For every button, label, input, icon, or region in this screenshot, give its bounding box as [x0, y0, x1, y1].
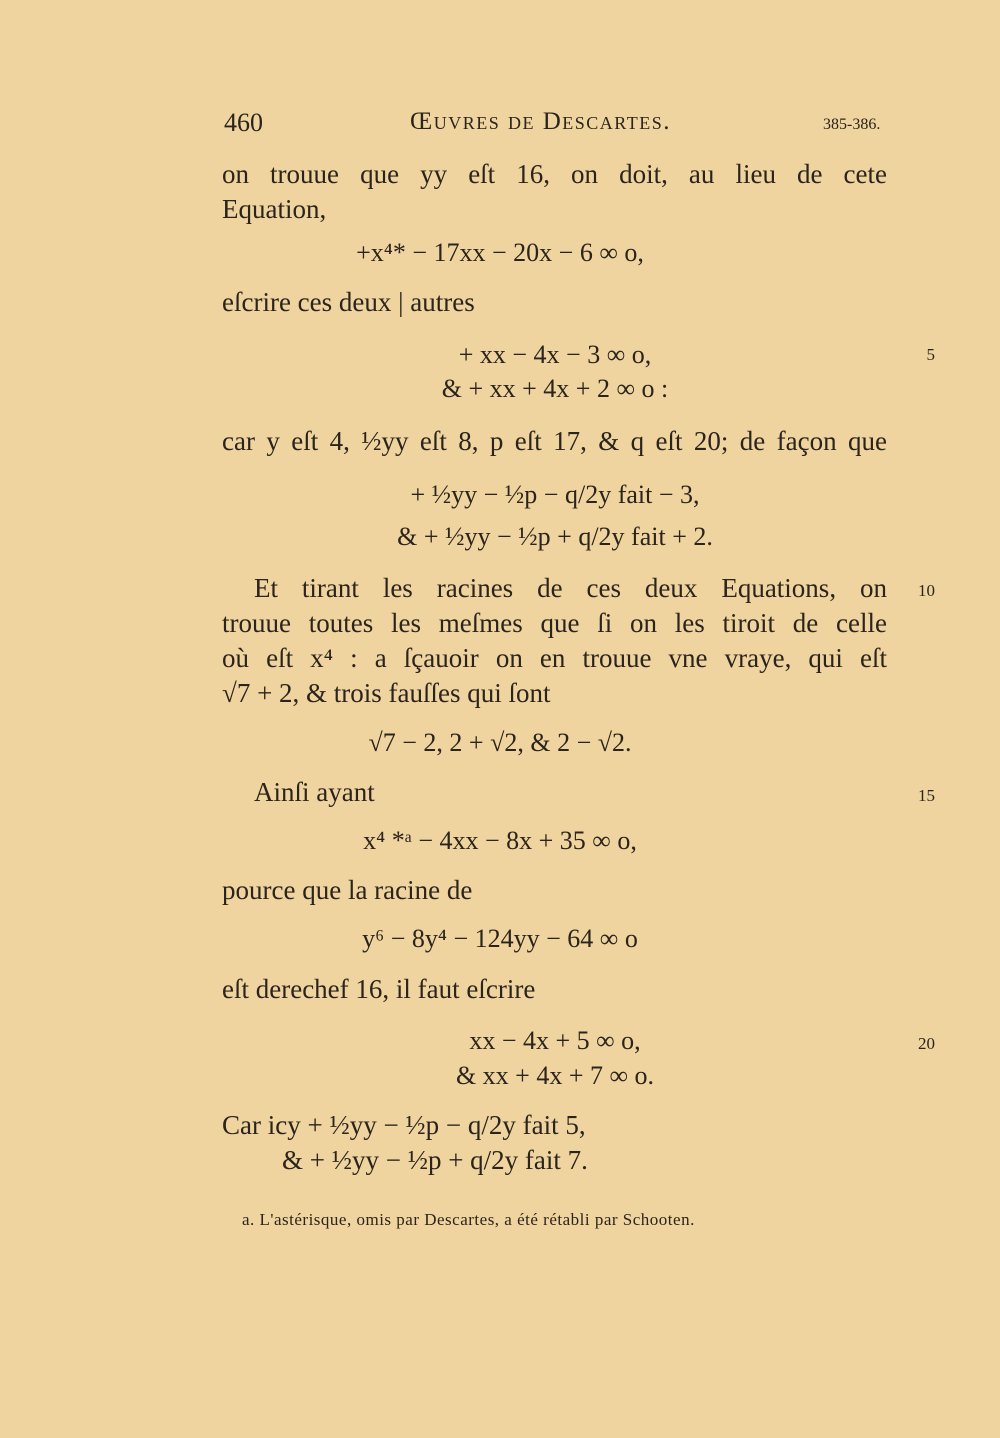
text-line: trouue toutes les meſmes que ſi on les tiroit de celle: [222, 608, 887, 638]
text-line: où eſt x⁴ : a ſçauoir on en trouue vne vraye, qui eſt: [222, 643, 887, 673]
text-line: √7 + 2, & trois fauſſes qui ſont: [222, 678, 551, 708]
equation: xx − 4x + 5 ∞ o,: [469, 1026, 641, 1055]
text-line: eſcrire ces deux | autres: [222, 287, 475, 317]
equation: & xx + 4x + 7 ∞ o.: [455, 1061, 655, 1090]
page-number: 460: [224, 108, 263, 137]
text-line: Car icy + ½yy − ½p − q/2y fait 5,: [222, 1110, 586, 1140]
equation: & + ½yy − ½p + q/2y fait + 2.: [397, 522, 713, 551]
paragraph-7: [222, 972, 887, 1007]
text-line: on trouue que yy eſt 16, on doit, au lieu de cete: [222, 159, 887, 189]
paragraph-3: [222, 424, 887, 459]
text-line: Et tirant les racines de ces deux Equations, on: [254, 573, 887, 603]
text-line: eſt derechef 16, il faut eſcrire: [222, 974, 536, 1004]
paragraph-6: [222, 873, 887, 908]
paragraph-2: [222, 285, 887, 320]
text-line: Ainſi ayant: [254, 777, 375, 807]
line-number: 15: [918, 786, 935, 805]
line-number: 20: [918, 1034, 935, 1053]
paragraph-5: [222, 775, 887, 810]
page-references: 385-386.: [823, 116, 881, 133]
line-number: 5: [926, 345, 935, 364]
equation: + xx − 4x − 3 ∞ o,: [458, 340, 652, 369]
footnote: a. L'astérisque, omis par Descartes, a été rétabli par Schooten.: [242, 1210, 695, 1229]
equation: x⁴ *ᵃ − 4xx − 8x + 35 ∞ o,: [363, 826, 637, 855]
paragraph-4: [222, 571, 887, 711]
equation: y⁶ − 8y⁴ − 124yy − 64 ∞ o: [362, 924, 638, 953]
text-line: Equation,: [222, 194, 327, 224]
equation: + ½yy − ½p − q/2y fait − 3,: [410, 480, 700, 509]
running-title: Œuvres de Descartes.: [410, 108, 671, 135]
line-number: 10: [918, 581, 935, 600]
paragraph-1: [222, 157, 887, 227]
paragraph-8: [222, 1108, 887, 1178]
text-line: car y eſt 4, ½yy eſt 8, p eſt 17, & q eſt 20; de façon que: [222, 426, 887, 456]
equation: & + xx + 4x + 2 ∞ o :: [441, 374, 669, 403]
equation: +x⁴* − 17xx − 20x − 6 ∞ o,: [356, 238, 644, 267]
text-line: & + ½yy − ½p + q/2y fait 7.: [282, 1145, 588, 1175]
equation: √7 − 2, 2 + √2, & 2 − √2.: [368, 728, 632, 757]
text-line: pource que la racine de: [222, 875, 473, 905]
